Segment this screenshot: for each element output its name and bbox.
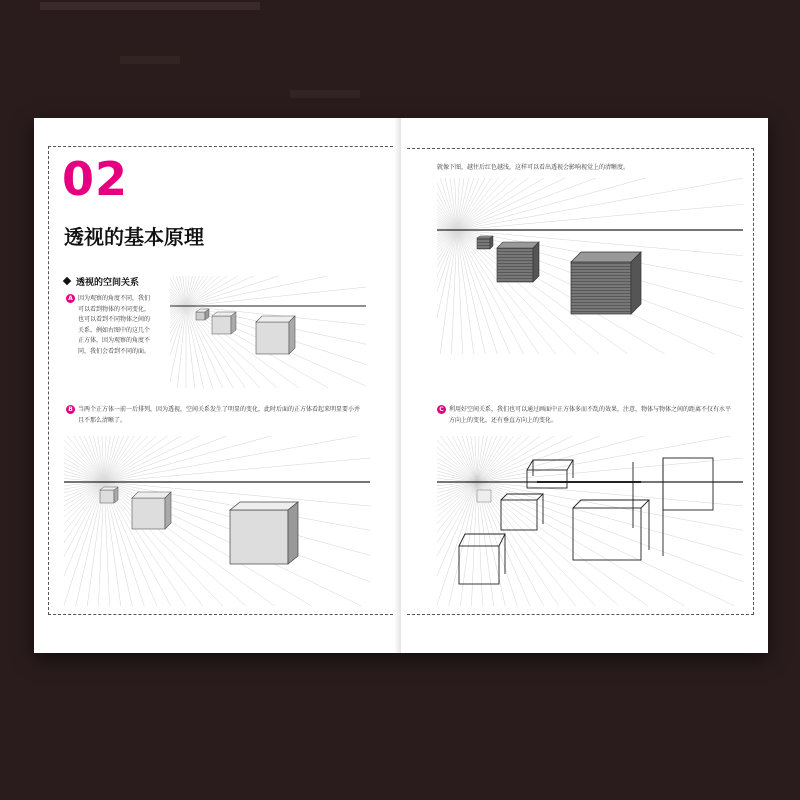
paragraph-a: A 因为观察的角度不同，我们 可以看到物体的不同变化， 也可以看到不同物体之间的 关系。例如右图中的这几个 正方体，因为观察的角度不 同，我们会看到不同的面。 <box>66 294 171 357</box>
top-note: 就像下图，越往后红色越浅，这样可以看出透视会影响视觉上的清晰度。 <box>437 164 630 171</box>
diamond-bullet-icon <box>63 277 71 285</box>
blurred-top-text <box>120 56 180 64</box>
figure-a-cubes <box>170 276 366 388</box>
figure-b-cubes <box>64 436 370 606</box>
blurred-top-text <box>290 90 360 98</box>
figure-wireframe-cubes <box>437 436 743 606</box>
badge-b-icon: B <box>66 405 75 414</box>
blurred-top-text <box>40 2 260 10</box>
paragraph-c: C 利用好空间关系，我们也可以通过画面中正方体多而不乱的效果，注意，物体与物体之间的距离不仅有水平 方向上的变化，还有垂直方向上的变化。 <box>437 405 747 426</box>
right-page <box>401 118 768 653</box>
chapter-number: 02 <box>62 152 129 206</box>
paragraph-b: B 当两个正方体一前一后排列，因为透视，空间关系发生了明显的变化，此时后面的正方体看起来明显要小并 且不那么清晰了。 <box>66 405 376 426</box>
badge-a-icon: A <box>66 294 75 303</box>
left-page <box>34 118 401 653</box>
page-title: 透视的基本原理 <box>64 225 204 249</box>
open-book <box>34 118 768 653</box>
figure-shaded-cubes <box>437 178 743 354</box>
badge-c-icon: C <box>437 405 446 414</box>
cube-small <box>196 309 209 320</box>
section-heading: 透视的空间关系 <box>64 275 139 288</box>
